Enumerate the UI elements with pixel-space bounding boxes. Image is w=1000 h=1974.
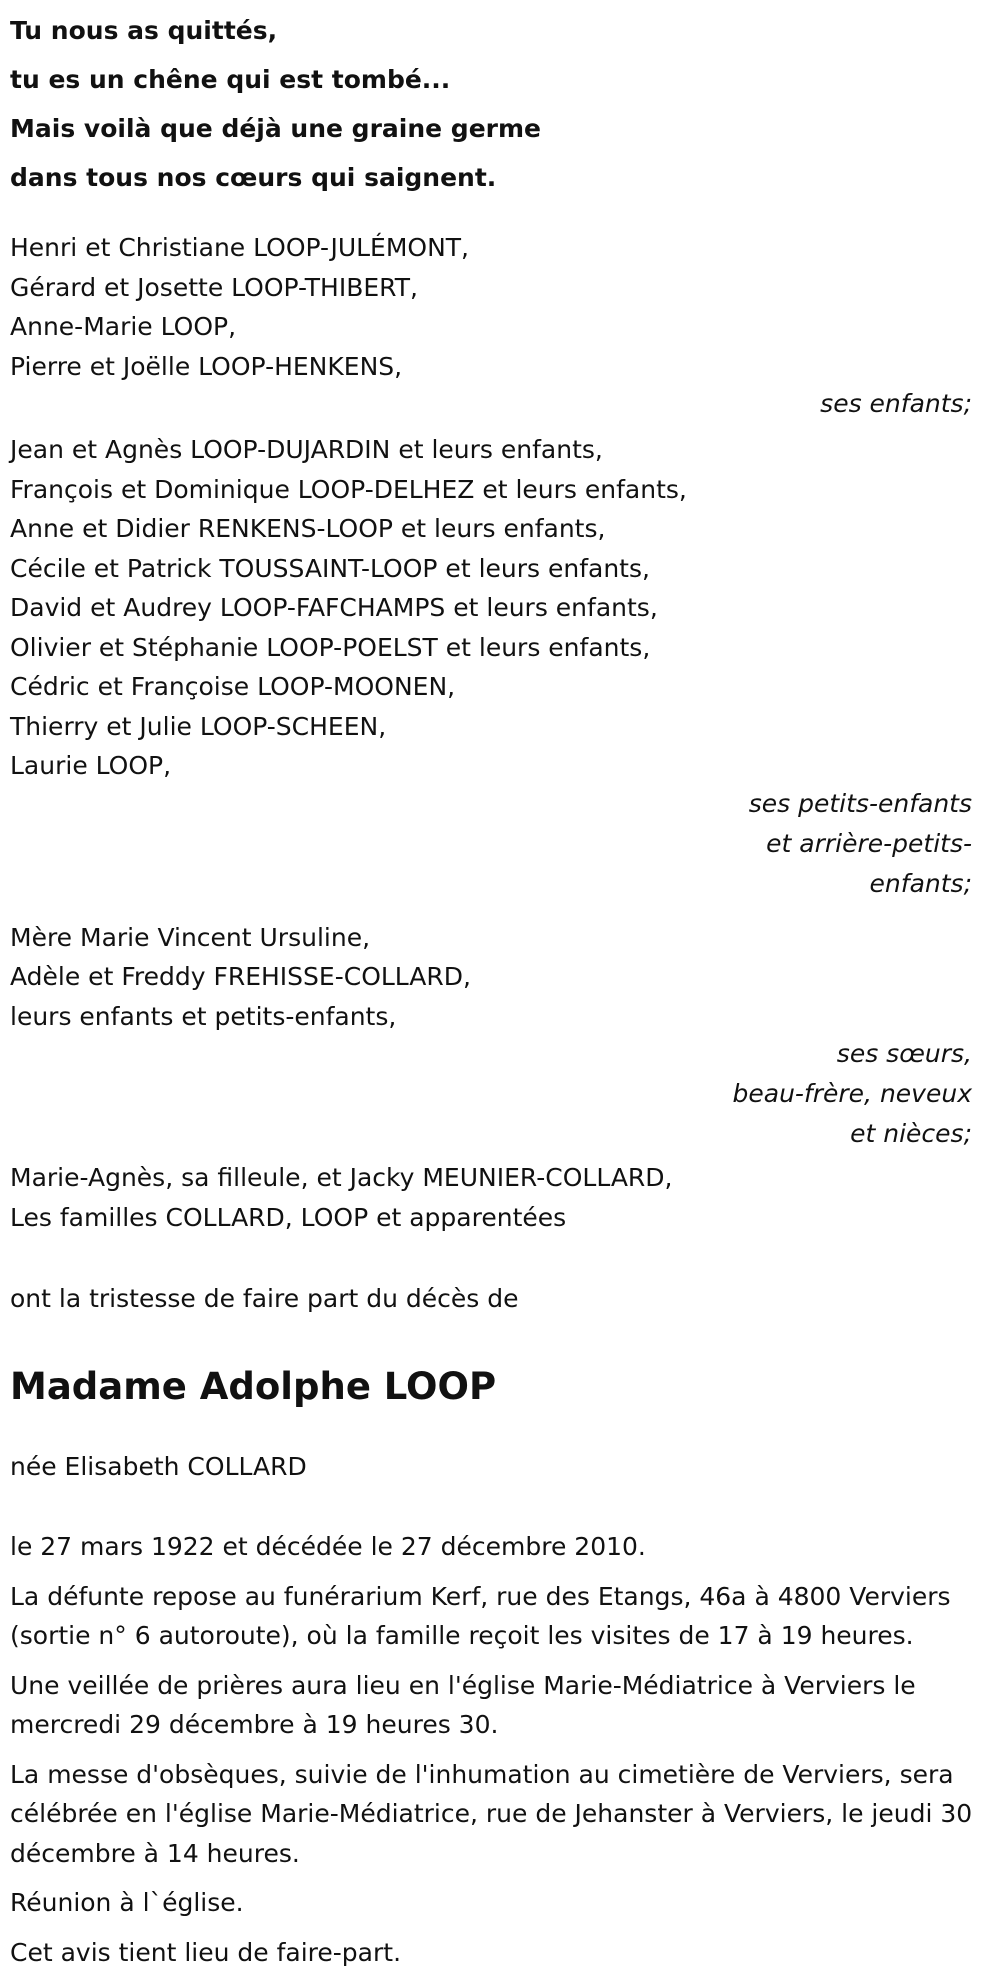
children-relation [10,384,986,424]
detail-paragraph: Cet avis tient lieu de faire-part. [10,1937,402,1967]
relation-line: beau-frère, neveux [732,1079,972,1108]
birth-name: née Elisabeth COLLARD [10,1452,307,1481]
detail-paragraph: La défunte repose au funérarium Kerf, rue des Etangs, 46a à 4800 Verviers (sortie n° 6 autoroute), où la famille reçoit les visites de 17 à 19 heures. [10,1581,951,1650]
other-relatives [10,1158,990,1237]
children-names [10,228,990,386]
poem-line: Mais voilà que déjà une graine germe [10,114,541,143]
grandchildren-names [10,430,990,786]
funeral-details [10,1527,990,1972]
relation-line: ses enfants; [820,389,972,418]
detail-paragraph: La messe d'obsèques, suivie de l'inhumation au cimetière de Verviers, sera célébrée en l'église Marie-Médiatrice, rue de Jehanster à Verviers, le jeudi 30 décembre à 14 heures. [10,1759,973,1868]
poem-line: dans tous nos cœurs qui saignent. [10,163,497,192]
relation-line: ses sœurs, [836,1039,972,1068]
grandchildren-relation [10,784,986,904]
siblings-relation [10,1034,986,1154]
family-member: Jean et Agnès LOOP-DUJARDIN et leurs enfants, [10,435,603,464]
family-member: François et Dominique LOOP-DELHEZ et leurs enfants, [10,474,687,504]
family-member: Mère Marie Vincent Ursuline, [10,922,371,952]
poem-line: Tu nous as quittés, [10,16,278,45]
relation-line: ses petits-enfants [748,788,972,818]
detail-paragraph: Réunion à l`église. [10,1888,244,1917]
relation-line: enfants; [869,868,972,898]
family-member: Adèle et Freddy FREHISSE-COLLARD, [10,962,471,991]
relation-line: et arrière-petits- [766,828,972,858]
relation-line: et nièces; [850,1119,972,1148]
deceased-name: Madame Adolphe LOOP [10,1365,497,1408]
family-member: Cédric et Françoise LOOP-MOONEN, [10,672,456,701]
family-member: Anne-Marie LOOP, [10,312,237,341]
poem [10,0,990,202]
family-member: Henri et Christiane LOOP-JULÉMONT, [10,233,470,262]
grandchildren-group [10,430,990,904]
siblings-group [10,918,990,1155]
family-member: Gérard et Josette LOOP-THIBERT, [10,272,418,302]
family-member: Les familles COLLARD, LOOP et apparentées [10,1202,567,1232]
announcement: ont la tristesse de faire part du décès de [10,1284,519,1313]
family-member: Marie-Agnès, sa filleule, et Jacky MEUNIER-COLLARD, [10,1163,673,1192]
family-member: Olivier et Stéphanie LOOP-POELST et leurs enfants, [10,632,651,662]
detail-paragraph: Une veillée de prières aura lieu en l'église Marie-Médiatrice à Verviers le mercredi 29 décembre à 19 heures 30. [10,1670,916,1739]
children-group [10,228,990,424]
siblings-names [10,918,990,1037]
family-member: Laurie LOOP, [10,751,172,780]
family-member: Cécile et Patrick TOUSSAINT-LOOP et leurs enfants, [10,553,650,583]
family-member: leurs enfants et petits-enfants, [10,1001,397,1031]
family-member: Anne et Didier RENKENS-LOOP et leurs enfants, [10,514,606,543]
poem-line: tu es un chêne qui est tombé... [10,65,451,94]
family-member: Pierre et Joëlle LOOP-HENKENS, [10,351,403,381]
family-member: David et Audrey LOOP-FAFCHAMPS et leurs enfants, [10,593,658,622]
family-member: Thierry et Julie LOOP-SCHEEN, [10,711,387,741]
detail-paragraph: le 27 mars 1922 et décédée le 27 décembre 2010. [10,1532,646,1561]
